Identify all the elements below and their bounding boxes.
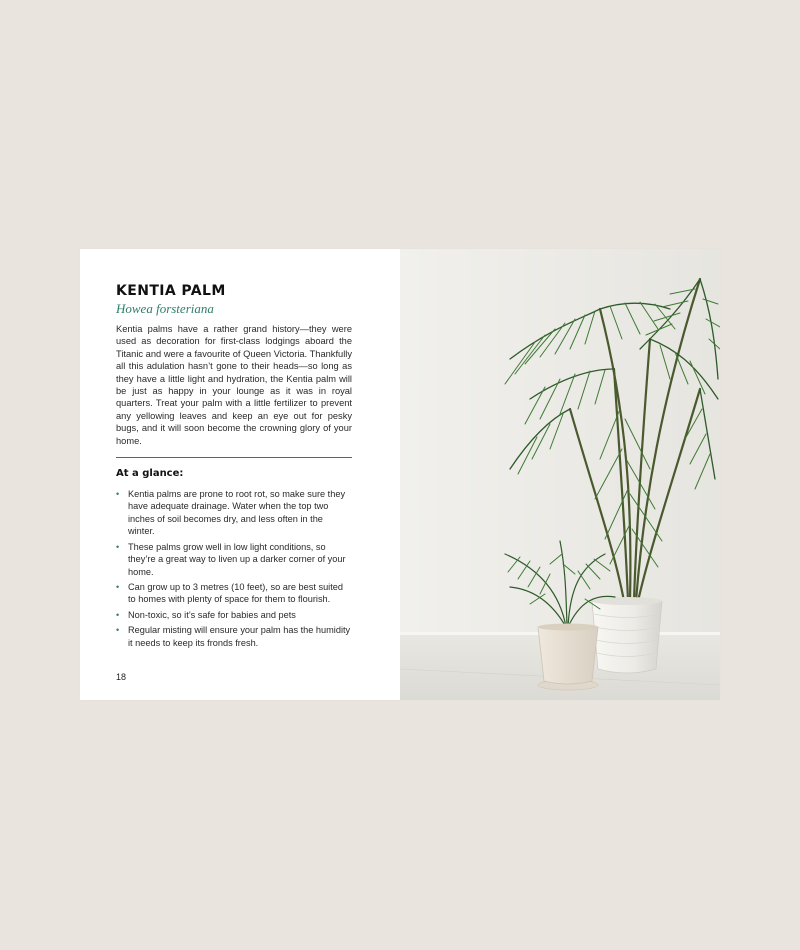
list-item [116,624,352,649]
list-item [116,609,352,621]
page-content [116,283,352,652]
bullet-icon: • [116,609,120,620]
list-item-text: Kentia palms are prone to root rot, so make sure they have adequate drainage. Water when the top two inches of soil becomes dry, and less often in the winter. [128,489,346,537]
left-page [80,249,400,700]
page-title: KENTIA PALM [116,283,226,299]
list-item [116,581,352,606]
list-item-text: Regular misting will ensure your palm has the humidity it needs to keep its fronds fresh. [128,625,351,648]
bullet-icon: • [116,489,120,500]
bullet-icon: • [116,541,120,552]
latin-name: Howea forsteriana [116,301,214,316]
palm-photo [400,249,720,700]
bullet-icon: • [116,581,120,592]
list-item [116,488,352,538]
intro-paragraph: Kentia palms have a rather grand history—they were used as decoration for first-class lodgings aboard the Titanic and were a favourite of Queen Victoria. Thankfully all this adulation hasn’t gone to their heads—so long as they have a little light and hydration, the Kentia palm will be just as happy in your lounge as it was in royal quarters. Treat your palm with a little fertilizer to prevent any yellowing leaves and keep an eye out for pesky bugs, and it will soon become the crowning glory of your home. [116,324,352,446]
list-item [116,541,352,578]
list-item-text: Can grow up to 3 metres (10 feet), so are best suited to homes with plenty of space for them to flourish. [128,581,343,605]
page-number: 18 [116,672,127,682]
section-divider [116,457,352,458]
book-spread [80,249,720,700]
list-item-text: Non-toxic, so it’s safe for babies and pets [128,609,296,620]
glance-heading: At a glance: [116,468,184,480]
glance-list [116,488,352,649]
bullet-icon: • [116,625,120,636]
right-page [400,249,720,700]
list-item-text: These palms grow well in low light conditions, so they’re a great way to liven up a darker corner of your home. [128,541,346,577]
